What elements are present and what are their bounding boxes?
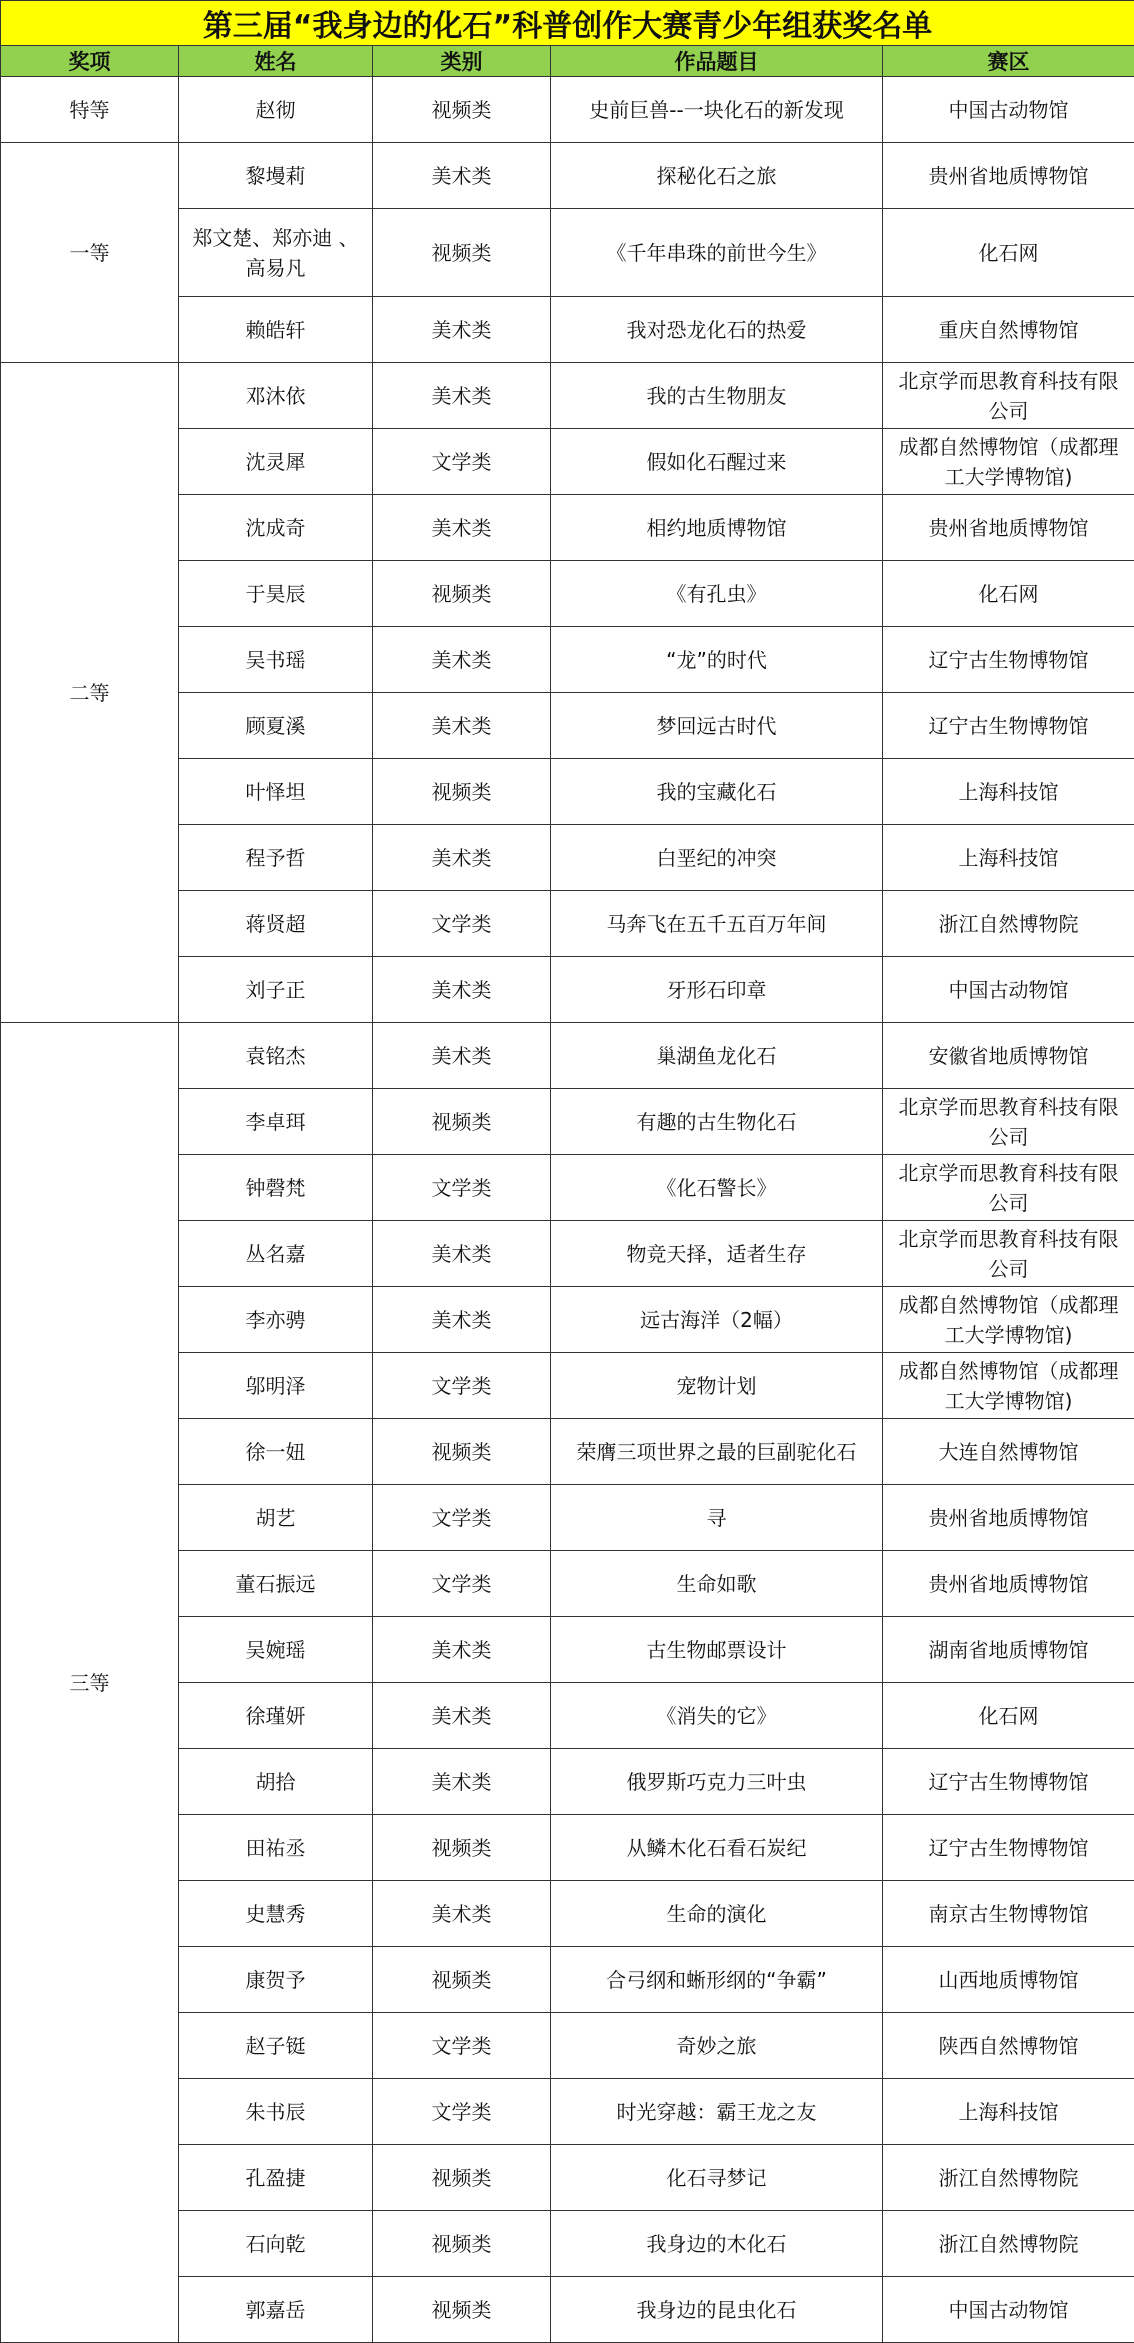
region-cell: 浙江自然博物院	[883, 891, 1134, 957]
work-title-cell: 荣膺三项世界之最的巨副驼化石	[551, 1419, 883, 1485]
category-cell: 视频类	[373, 209, 551, 297]
region-cell: 上海科技馆	[883, 2079, 1134, 2145]
category-cell: 视频类	[373, 759, 551, 825]
name-cell: 赵彻	[179, 77, 373, 143]
name-cell: 袁铭杰	[179, 1023, 373, 1089]
region-cell: 成都自然博物馆（成都理工大学博物馆)	[883, 1287, 1134, 1353]
category-cell: 美术类	[373, 825, 551, 891]
category-cell: 视频类	[373, 2277, 551, 2343]
work-title-cell: 《消失的它》	[551, 1683, 883, 1749]
category-cell: 视频类	[373, 1947, 551, 2013]
award-level-cell: 特等	[1, 77, 179, 143]
header-work-title: 作品题目	[551, 46, 883, 77]
region-cell: 辽宁古生物博物馆	[883, 693, 1134, 759]
name-cell: 徐一妞	[179, 1419, 373, 1485]
work-title-cell: 《千年串珠的前世今生》	[551, 209, 883, 297]
category-cell: 视频类	[373, 77, 551, 143]
award-level-cell: 三等	[1, 1023, 179, 2343]
work-title-cell: 梦回远古时代	[551, 693, 883, 759]
region-cell: 山西地质博物馆	[883, 1947, 1134, 2013]
table-title: 第三届“我身边的化石”科普创作大赛青少年组获奖名单	[1, 1, 1134, 46]
work-title-cell: 生命的演化	[551, 1881, 883, 1947]
work-title-cell: 远古海洋（2幅）	[551, 1287, 883, 1353]
name-cell: 钟磬梵	[179, 1155, 373, 1221]
award-level-cell: 一等	[1, 143, 179, 363]
region-cell: 贵州省地质博物馆	[883, 1551, 1134, 1617]
name-cell: 胡艺	[179, 1485, 373, 1551]
table-body	[1, 77, 1134, 2343]
category-cell: 文学类	[373, 2079, 551, 2145]
table-row	[1, 1023, 1134, 1089]
work-title-cell: 《有孔虫》	[551, 561, 883, 627]
work-title-cell: 我的宝藏化石	[551, 759, 883, 825]
work-title-cell: 我身边的昆虫化石	[551, 2277, 883, 2343]
name-cell: 康贺予	[179, 1947, 373, 2013]
header-category: 类别	[373, 46, 551, 77]
header-region: 赛区	[883, 46, 1134, 77]
work-title-cell: 俄罗斯巧克力三叶虫	[551, 1749, 883, 1815]
category-cell: 美术类	[373, 1683, 551, 1749]
name-cell: 朱书辰	[179, 2079, 373, 2145]
work-title-cell: 我身边的木化石	[551, 2211, 883, 2277]
category-cell: 美术类	[373, 1287, 551, 1353]
work-title-cell: 牙形石印章	[551, 957, 883, 1023]
category-cell: 视频类	[373, 1089, 551, 1155]
region-cell: 湖南省地质博物馆	[883, 1617, 1134, 1683]
category-cell: 美术类	[373, 363, 551, 429]
work-title-cell: 白垩纪的冲突	[551, 825, 883, 891]
award-level-cell: 二等	[1, 363, 179, 1023]
work-title-cell: 史前巨兽--一块化石的新发现	[551, 77, 883, 143]
region-cell: 浙江自然博物院	[883, 2145, 1134, 2211]
name-cell: 孔盈捷	[179, 2145, 373, 2211]
name-cell: 李卓珥	[179, 1089, 373, 1155]
name-cell: 郭嘉岳	[179, 2277, 373, 2343]
category-cell: 文学类	[373, 1551, 551, 1617]
category-cell: 文学类	[373, 429, 551, 495]
category-cell: 美术类	[373, 1617, 551, 1683]
region-cell: 化石网	[883, 209, 1134, 297]
work-title-cell: 生命如歌	[551, 1551, 883, 1617]
work-title-cell: 物竞天择，适者生存	[551, 1221, 883, 1287]
work-title-cell: 巢湖鱼龙化石	[551, 1023, 883, 1089]
region-cell: 化石网	[883, 1683, 1134, 1749]
name-cell: 程予哲	[179, 825, 373, 891]
category-cell: 美术类	[373, 297, 551, 363]
category-cell: 美术类	[373, 957, 551, 1023]
work-title-cell: 探秘化石之旅	[551, 143, 883, 209]
table-row	[1, 77, 1134, 143]
region-cell: 浙江自然博物院	[883, 2211, 1134, 2277]
name-cell: 赵子铤	[179, 2013, 373, 2079]
name-cell: 沈成奇	[179, 495, 373, 561]
region-cell: 上海科技馆	[883, 759, 1134, 825]
category-cell: 文学类	[373, 2013, 551, 2079]
region-cell: 重庆自然博物馆	[883, 297, 1134, 363]
name-cell: 董石振远	[179, 1551, 373, 1617]
name-cell: 胡拾	[179, 1749, 373, 1815]
header-row	[1, 46, 1134, 77]
name-cell: 田祐丞	[179, 1815, 373, 1881]
region-cell: 北京学而思教育科技有限公司	[883, 1155, 1134, 1221]
name-cell: 于昊辰	[179, 561, 373, 627]
region-cell: 大连自然博物馆	[883, 1419, 1134, 1485]
name-cell: 石向乾	[179, 2211, 373, 2277]
category-cell: 美术类	[373, 693, 551, 759]
category-cell: 美术类	[373, 1023, 551, 1089]
region-cell: 化石网	[883, 561, 1134, 627]
region-cell: 北京学而思教育科技有限公司	[883, 1089, 1134, 1155]
region-cell: 上海科技馆	[883, 825, 1134, 891]
name-cell: 黎墁莉	[179, 143, 373, 209]
work-title-cell: “龙”的时代	[551, 627, 883, 693]
region-cell: 陕西自然博物馆	[883, 2013, 1134, 2079]
title-row	[1, 1, 1134, 46]
region-cell: 北京学而思教育科技有限公司	[883, 1221, 1134, 1287]
work-title-cell: 我的古生物朋友	[551, 363, 883, 429]
region-cell: 辽宁古生物博物馆	[883, 1749, 1134, 1815]
work-title-cell: 假如化石醒过来	[551, 429, 883, 495]
name-cell: 吴婉瑶	[179, 1617, 373, 1683]
work-title-cell: 古生物邮票设计	[551, 1617, 883, 1683]
category-cell: 视频类	[373, 2145, 551, 2211]
category-cell: 视频类	[373, 1815, 551, 1881]
category-cell: 美术类	[373, 143, 551, 209]
name-cell: 叶怿坦	[179, 759, 373, 825]
work-title-cell: 合弓纲和蜥形纲的“争霸”	[551, 1947, 883, 2013]
region-cell: 辽宁古生物博物馆	[883, 1815, 1134, 1881]
region-cell: 辽宁古生物博物馆	[883, 627, 1134, 693]
name-cell: 邬明泽	[179, 1353, 373, 1419]
work-title-cell: 有趣的古生物化石	[551, 1089, 883, 1155]
name-cell: 蒋贤超	[179, 891, 373, 957]
work-title-cell: 我对恐龙化石的热爱	[551, 297, 883, 363]
region-cell: 中国古动物馆	[883, 77, 1134, 143]
category-cell: 视频类	[373, 1419, 551, 1485]
work-title-cell: 时光穿越：霸王龙之友	[551, 2079, 883, 2145]
region-cell: 中国古动物馆	[883, 2277, 1134, 2343]
work-title-cell: 奇妙之旅	[551, 2013, 883, 2079]
header-award: 奖项	[1, 46, 179, 77]
name-cell: 刘子正	[179, 957, 373, 1023]
work-title-cell: 《化石警长》	[551, 1155, 883, 1221]
category-cell: 视频类	[373, 561, 551, 627]
name-cell: 丛名嘉	[179, 1221, 373, 1287]
category-cell: 文学类	[373, 1485, 551, 1551]
region-cell: 北京学而思教育科技有限公司	[883, 363, 1134, 429]
region-cell: 贵州省地质博物馆	[883, 143, 1134, 209]
name-cell: 徐瑾妍	[179, 1683, 373, 1749]
work-title-cell: 从鳞木化石看石炭纪	[551, 1815, 883, 1881]
category-cell: 美术类	[373, 1749, 551, 1815]
work-title-cell: 化石寻梦记	[551, 2145, 883, 2211]
table-row	[1, 363, 1134, 429]
region-cell: 中国古动物馆	[883, 957, 1134, 1023]
work-title-cell: 相约地质博物馆	[551, 495, 883, 561]
category-cell: 美术类	[373, 627, 551, 693]
category-cell: 视频类	[373, 2211, 551, 2277]
category-cell: 美术类	[373, 1221, 551, 1287]
work-title-cell: 宠物计划	[551, 1353, 883, 1419]
region-cell: 贵州省地质博物馆	[883, 1485, 1134, 1551]
name-cell: 邓沐依	[179, 363, 373, 429]
category-cell: 美术类	[373, 495, 551, 561]
name-cell: 史慧秀	[179, 1881, 373, 1947]
region-cell: 成都自然博物馆（成都理工大学博物馆)	[883, 429, 1134, 495]
category-cell: 文学类	[373, 1353, 551, 1419]
name-cell: 吴书瑶	[179, 627, 373, 693]
name-cell: 赖皓轩	[179, 297, 373, 363]
name-cell: 顾夏溪	[179, 693, 373, 759]
category-cell: 美术类	[373, 1881, 551, 1947]
category-cell: 文学类	[373, 891, 551, 957]
category-cell: 文学类	[373, 1155, 551, 1221]
name-cell: 郑文楚、郑亦迪 、高易凡	[179, 209, 373, 297]
work-title-cell: 马奔飞在五千五百万年间	[551, 891, 883, 957]
region-cell: 成都自然博物馆（成都理工大学博物馆)	[883, 1353, 1134, 1419]
name-cell: 李亦骋	[179, 1287, 373, 1353]
region-cell: 南京古生物博物馆	[883, 1881, 1134, 1947]
region-cell: 贵州省地质博物馆	[883, 495, 1134, 561]
name-cell: 沈灵犀	[179, 429, 373, 495]
table-row	[1, 143, 1134, 209]
work-title-cell: 寻	[551, 1485, 883, 1551]
header-name: 姓名	[179, 46, 373, 77]
region-cell: 安徽省地质博物馆	[883, 1023, 1134, 1089]
